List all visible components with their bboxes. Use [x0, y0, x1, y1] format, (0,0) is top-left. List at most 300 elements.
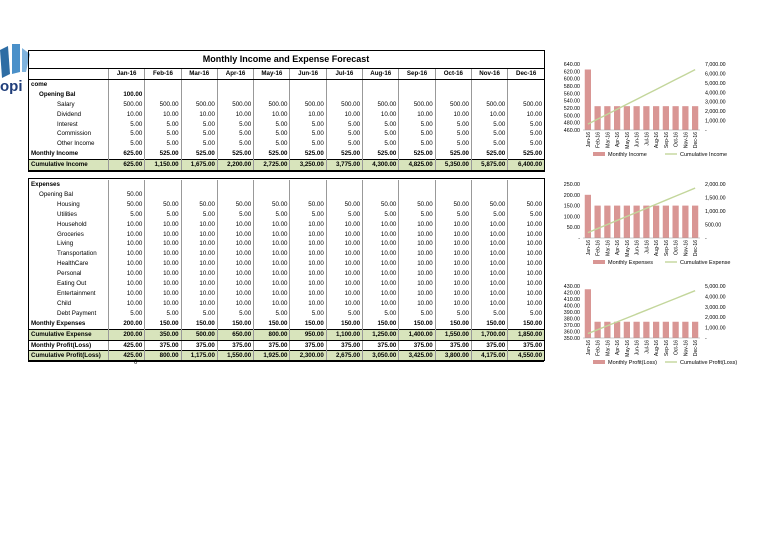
bar — [673, 322, 679, 338]
value-cell: 10.00 — [109, 299, 145, 309]
value-cell: 10.00 — [326, 239, 362, 249]
row-label: Personal — [29, 269, 109, 279]
value-cell: 50.00 — [109, 190, 145, 200]
value-cell: 10.00 — [254, 289, 290, 299]
value-cell: 1,100.00 — [326, 329, 362, 340]
value-cell — [326, 90, 362, 100]
x-tick-label: Jan-16 — [585, 132, 592, 148]
x-tick-label: May-16 — [624, 240, 631, 257]
row-label: Utilities — [29, 210, 109, 220]
y2-tick-label: 5,000.00 — [705, 80, 726, 87]
value-cell: 375.00 — [508, 340, 544, 351]
value-cell: 525.00 — [145, 149, 181, 159]
y-tick-label: 540.00 — [563, 98, 580, 105]
section-label: come — [29, 79, 109, 89]
month-header: Nov-16 — [471, 69, 507, 80]
value-cell: 10.00 — [471, 279, 507, 289]
value-cell: 10.00 — [508, 249, 544, 259]
value-cell: 525.00 — [326, 149, 362, 159]
empty-cell — [109, 79, 145, 89]
legend-line-label: Cumulative Expense — [680, 260, 731, 266]
table-row — [29, 120, 545, 130]
bar — [682, 206, 688, 238]
value-cell: 5.00 — [217, 139, 253, 149]
value-cell: 5.00 — [508, 129, 544, 139]
value-cell: 5.00 — [471, 210, 507, 220]
value-cell: 10.00 — [399, 239, 435, 249]
cumulative-line — [588, 70, 695, 124]
bar — [673, 206, 679, 238]
value-cell: 5.00 — [145, 120, 181, 130]
empty-cell — [145, 180, 181, 190]
value-cell — [217, 90, 253, 100]
value-cell: 3,050.00 — [363, 351, 399, 362]
value-cell — [217, 190, 253, 200]
value-cell: 10.00 — [109, 110, 145, 120]
value-cell: 10.00 — [217, 259, 253, 269]
x-tick-label: Feb-16 — [595, 240, 602, 256]
value-cell: 350.00 — [145, 329, 181, 340]
value-cell — [290, 90, 326, 100]
value-cell: 375.00 — [290, 340, 326, 351]
value-cell — [508, 90, 544, 100]
empty-cell — [508, 79, 544, 89]
y2-tick-label: 4,000.00 — [705, 294, 726, 301]
value-cell: 10.00 — [181, 239, 217, 249]
y2-tick-label: 3,000.00 — [705, 99, 726, 106]
value-cell: 525.00 — [217, 149, 253, 159]
x-tick-label: Apr-16 — [615, 132, 622, 148]
month-header: May-16 — [254, 69, 290, 80]
value-cell: 10.00 — [399, 289, 435, 299]
value-cell: 375.00 — [471, 340, 507, 351]
value-cell: 5.00 — [435, 139, 471, 149]
value-cell: 10.00 — [471, 269, 507, 279]
value-cell: 150.00 — [508, 319, 544, 329]
y2-tick-label: 1,000.00 — [705, 325, 726, 332]
value-cell: 375.00 — [217, 340, 253, 351]
row-label: Commission — [29, 129, 109, 139]
value-cell: 5.00 — [145, 139, 181, 149]
value-cell: 50.00 — [254, 200, 290, 210]
value-cell: 100.00 — [109, 90, 145, 100]
value-cell — [254, 90, 290, 100]
value-cell: 5.00 — [181, 129, 217, 139]
section-label-row — [29, 180, 545, 190]
y-tick-label: 600.00 — [563, 76, 580, 83]
value-cell: 10.00 — [254, 230, 290, 240]
value-cell: 10.00 — [471, 230, 507, 240]
x-tick-label: Jun-16 — [634, 240, 641, 256]
value-cell: 10.00 — [145, 239, 181, 249]
bar — [653, 106, 659, 130]
month-header: Feb-16 — [145, 69, 181, 80]
y-tick-label: 620.00 — [563, 69, 580, 76]
table-row — [29, 90, 545, 100]
value-cell: 10.00 — [181, 289, 217, 299]
x-tick-label: Jul-16 — [644, 132, 651, 146]
value-cell: 5.00 — [471, 129, 507, 139]
value-cell: 5.00 — [363, 120, 399, 130]
bar — [663, 206, 669, 238]
empty-cell — [326, 79, 362, 89]
table-row — [29, 279, 545, 289]
value-cell: 5.00 — [254, 210, 290, 220]
value-cell: 10.00 — [508, 269, 544, 279]
value-cell: 500.00 — [363, 100, 399, 110]
value-cell: 10.00 — [217, 289, 253, 299]
value-cell: 525.00 — [471, 149, 507, 159]
value-cell: 10.00 — [508, 230, 544, 240]
month-header: Oct-16 — [435, 69, 471, 80]
value-cell: 5.00 — [435, 129, 471, 139]
value-cell: 5.00 — [399, 120, 435, 130]
value-cell: 10.00 — [254, 299, 290, 309]
legend-bar-swatch — [593, 152, 605, 156]
value-cell: 1,850.00 — [508, 329, 544, 340]
row-label: Dividend — [29, 110, 109, 120]
value-cell: 10.00 — [181, 259, 217, 269]
value-cell: 425.00 — [109, 351, 145, 362]
empty-cell — [181, 180, 217, 190]
value-cell: 5.00 — [217, 120, 253, 130]
value-cell: 4,550.00 — [508, 351, 544, 362]
value-cell: 500.00 — [145, 100, 181, 110]
section-label-row — [29, 79, 545, 89]
value-cell: 10.00 — [326, 110, 362, 120]
value-cell: 10.00 — [363, 230, 399, 240]
table-row — [29, 269, 545, 279]
value-cell: 5.00 — [435, 309, 471, 319]
y2-tick-label: 1,000.00 — [705, 209, 726, 215]
value-cell: 10.00 — [145, 299, 181, 309]
value-cell: 10.00 — [471, 239, 507, 249]
value-cell: 5.00 — [435, 120, 471, 130]
value-cell: 200.00 — [109, 319, 145, 329]
bar — [614, 322, 620, 338]
row-label: Cumulative Profit(Loss) — [29, 351, 109, 362]
value-cell: 5.00 — [145, 309, 181, 319]
value-cell: 1,700.00 — [471, 329, 507, 340]
value-cell: 150.00 — [254, 319, 290, 329]
y-tick-label: 400.00 — [563, 303, 580, 310]
y-tick-label: 580.00 — [563, 84, 580, 90]
value-cell: 10.00 — [326, 269, 362, 279]
value-cell: 10.00 — [399, 249, 435, 259]
x-tick-label: Mar-16 — [605, 340, 612, 356]
empty-cell — [217, 180, 253, 190]
value-cell: 375.00 — [254, 340, 290, 351]
empty-cell — [363, 79, 399, 89]
value-cell: 425.00 — [109, 340, 145, 351]
value-cell — [435, 90, 471, 100]
value-cell: 5.00 — [326, 309, 362, 319]
x-tick-label: Jul-16 — [644, 240, 651, 254]
bar — [643, 322, 649, 338]
value-cell: 10.00 — [109, 279, 145, 289]
table-row — [29, 309, 545, 319]
row-label: Cumulative Expense — [29, 329, 109, 340]
value-cell: 1,550.00 — [435, 329, 471, 340]
value-cell: 5.00 — [435, 210, 471, 220]
table-row — [29, 319, 545, 329]
page-title: Monthly Income and Expense Forecast — [202, 54, 370, 64]
bar — [682, 106, 688, 130]
value-cell: 10.00 — [326, 279, 362, 289]
value-cell: 10.00 — [181, 110, 217, 120]
legend-line-label: Cumulative Income — [680, 152, 728, 158]
value-cell: 10.00 — [363, 110, 399, 120]
value-cell: 500.00 — [326, 100, 362, 110]
month-header: Jun-16 — [290, 69, 326, 80]
value-cell: 10.00 — [109, 230, 145, 240]
row-label: Transportation — [29, 249, 109, 259]
value-cell: 10.00 — [471, 289, 507, 299]
row-label: Debt Payment — [29, 309, 109, 319]
x-tick-label: Jul-16 — [644, 340, 651, 354]
value-cell: 10.00 — [471, 259, 507, 269]
value-cell: 10.00 — [508, 259, 544, 269]
x-tick-label: Oct-16 — [673, 240, 680, 256]
empty-cell — [145, 79, 181, 89]
bar — [634, 322, 640, 338]
row-label: Housing — [29, 200, 109, 210]
value-cell: 10.00 — [399, 220, 435, 230]
x-tick-label: Nov-16 — [683, 240, 690, 257]
y-tick-label: 460.00 — [563, 128, 580, 134]
y2-tick-label: 5,000.00 — [705, 284, 726, 290]
y-tick-label: 380.00 — [563, 316, 580, 323]
value-cell: 1,250.00 — [363, 329, 399, 340]
x-tick-label: May-16 — [624, 132, 631, 149]
footnote-zero: 0 — [134, 360, 138, 366]
section-label: Expenses — [29, 180, 109, 190]
x-tick-label: Sep-16 — [663, 132, 670, 149]
value-cell: 950.00 — [290, 329, 326, 340]
value-cell: 10.00 — [508, 279, 544, 289]
value-cell: 10.00 — [508, 110, 544, 120]
row-label: HealthCare — [29, 259, 109, 269]
bar — [663, 322, 669, 338]
bar — [682, 322, 688, 338]
y2-tick-label: - — [705, 128, 707, 134]
value-cell: 5.00 — [217, 210, 253, 220]
value-cell: 10.00 — [217, 269, 253, 279]
y2-tick-label: 4,000.00 — [705, 90, 726, 97]
y-tick-label: 640.00 — [563, 62, 580, 68]
value-cell: 625.00 — [109, 149, 145, 159]
value-cell: 5.00 — [254, 139, 290, 149]
x-tick-label: Dec-16 — [693, 240, 700, 257]
empty-cell — [435, 79, 471, 89]
value-cell: 10.00 — [508, 239, 544, 249]
value-cell: 10.00 — [254, 279, 290, 289]
value-cell: 150.00 — [145, 319, 181, 329]
empty-cell — [399, 180, 435, 190]
y2-tick-label: 2,000.00 — [705, 315, 726, 322]
value-cell: 2,675.00 — [326, 351, 362, 362]
value-cell: 10.00 — [363, 249, 399, 259]
value-cell: 10.00 — [326, 230, 362, 240]
logo-text: opi — [0, 78, 23, 95]
value-cell: 500.00 — [254, 100, 290, 110]
table-row — [29, 340, 545, 351]
empty-cell — [181, 79, 217, 89]
y-tick-label: - — [578, 236, 580, 242]
value-cell: 50.00 — [145, 200, 181, 210]
value-cell: 50.00 — [290, 200, 326, 210]
value-cell: 5.00 — [508, 120, 544, 130]
value-cell: 4,825.00 — [399, 160, 435, 171]
x-tick-label: Jun-16 — [634, 340, 641, 356]
value-cell: 500.00 — [435, 100, 471, 110]
value-cell: 4,300.00 — [363, 160, 399, 171]
value-cell: 10.00 — [399, 259, 435, 269]
value-cell — [181, 90, 217, 100]
value-cell: 6,400.00 — [508, 160, 544, 171]
value-cell: 10.00 — [399, 299, 435, 309]
value-cell: 5.00 — [181, 120, 217, 130]
empty-cell — [363, 180, 399, 190]
table-row — [29, 200, 545, 210]
x-tick-label: Mar-16 — [605, 240, 612, 256]
value-cell: 50.00 — [508, 200, 544, 210]
row-label: Living — [29, 239, 109, 249]
value-cell: 375.00 — [435, 340, 471, 351]
value-cell: 10.00 — [109, 249, 145, 259]
bar — [624, 322, 630, 338]
value-cell: 150.00 — [471, 319, 507, 329]
value-cell: 5,875.00 — [471, 160, 507, 171]
y-tick-label: 500.00 — [563, 113, 580, 120]
y-tick-label: 150.00 — [563, 203, 580, 210]
bar — [653, 322, 659, 338]
x-tick-label: Dec-16 — [693, 340, 700, 357]
value-cell: 5.00 — [290, 309, 326, 319]
bar — [624, 106, 630, 130]
value-cell: 10.00 — [145, 269, 181, 279]
income-table — [28, 68, 544, 171]
value-cell: 50.00 — [363, 200, 399, 210]
y2-tick-label: 1,000.00 — [705, 118, 726, 125]
value-cell: 10.00 — [290, 289, 326, 299]
x-tick-label: Aug-16 — [654, 240, 661, 257]
value-cell: 10.00 — [109, 220, 145, 230]
value-cell: 5,350.00 — [435, 160, 471, 171]
value-cell: 10.00 — [399, 110, 435, 120]
empty-cell — [399, 79, 435, 89]
value-cell: 10.00 — [290, 299, 326, 309]
value-cell: 500.00 — [181, 329, 217, 340]
value-cell: 800.00 — [254, 329, 290, 340]
table-row — [29, 210, 545, 220]
value-cell: 5.00 — [145, 129, 181, 139]
table-row — [29, 259, 545, 269]
value-cell: 10.00 — [217, 299, 253, 309]
table-row — [29, 190, 545, 200]
month-header: Jan-16 — [109, 69, 145, 80]
value-cell: 10.00 — [508, 289, 544, 299]
bar — [604, 206, 610, 238]
value-cell: 10.00 — [217, 279, 253, 289]
value-cell: 5.00 — [508, 309, 544, 319]
bar — [673, 106, 679, 130]
empty-cell — [508, 180, 544, 190]
value-cell: 5.00 — [399, 309, 435, 319]
month-header-row — [29, 69, 545, 80]
value-cell: 2,300.00 — [290, 351, 326, 362]
y2-tick-label: - — [705, 236, 707, 242]
value-cell: 10.00 — [363, 259, 399, 269]
x-tick-label: Oct-16 — [673, 340, 680, 356]
row-label: Interest — [29, 120, 109, 130]
empty-cell — [290, 180, 326, 190]
value-cell: 10.00 — [471, 299, 507, 309]
value-cell: 10.00 — [290, 239, 326, 249]
row-label: Monthly Expenses — [29, 319, 109, 329]
bar — [624, 206, 630, 238]
value-cell: 10.00 — [326, 259, 362, 269]
value-cell: 10.00 — [290, 220, 326, 230]
table-row — [29, 110, 545, 120]
value-cell: 5.00 — [399, 210, 435, 220]
value-cell: 5.00 — [363, 210, 399, 220]
value-cell: 1,925.00 — [254, 351, 290, 362]
value-cell: 500.00 — [290, 100, 326, 110]
value-cell: 10.00 — [109, 239, 145, 249]
value-cell: 800.00 — [145, 351, 181, 362]
value-cell: 5.00 — [290, 210, 326, 220]
y2-tick-label: 7,000.00 — [705, 62, 726, 68]
bar — [643, 106, 649, 130]
row-label: Monthly Profit(Loss) — [29, 340, 109, 351]
value-cell: 3,775.00 — [326, 160, 362, 171]
value-cell: 500.00 — [217, 100, 253, 110]
row-label: Opening Bal — [29, 90, 109, 100]
x-tick-label: Apr-16 — [615, 240, 622, 256]
value-cell: 5.00 — [508, 210, 544, 220]
value-cell: 5.00 — [109, 120, 145, 130]
value-cell: 50.00 — [471, 200, 507, 210]
empty-cell — [471, 180, 507, 190]
value-cell: 10.00 — [217, 220, 253, 230]
x-tick-label: Nov-16 — [683, 340, 690, 357]
value-cell: 1,675.00 — [181, 160, 217, 171]
value-cell: 10.00 — [145, 230, 181, 240]
value-cell: 10.00 — [435, 110, 471, 120]
row-label: Monthly Income — [29, 149, 109, 159]
value-cell: 5.00 — [181, 139, 217, 149]
value-cell: 1,400.00 — [399, 329, 435, 340]
value-cell: 5.00 — [326, 210, 362, 220]
value-cell: 1,150.00 — [145, 160, 181, 171]
value-cell: 10.00 — [435, 220, 471, 230]
value-cell: 10.00 — [145, 259, 181, 269]
legend-bar-label: Monthly Income — [608, 152, 647, 158]
value-cell: 5.00 — [399, 129, 435, 139]
value-cell — [435, 190, 471, 200]
value-cell: 10.00 — [326, 299, 362, 309]
value-cell: 10.00 — [181, 220, 217, 230]
value-cell: 5.00 — [290, 129, 326, 139]
x-tick-label: Aug-16 — [654, 340, 661, 357]
x-tick-label: Mar-16 — [605, 132, 612, 148]
expense-chart — [553, 178, 768, 278]
value-cell: 5.00 — [181, 309, 217, 319]
income-chart — [553, 58, 768, 170]
value-cell — [363, 90, 399, 100]
value-cell: 10.00 — [217, 230, 253, 240]
